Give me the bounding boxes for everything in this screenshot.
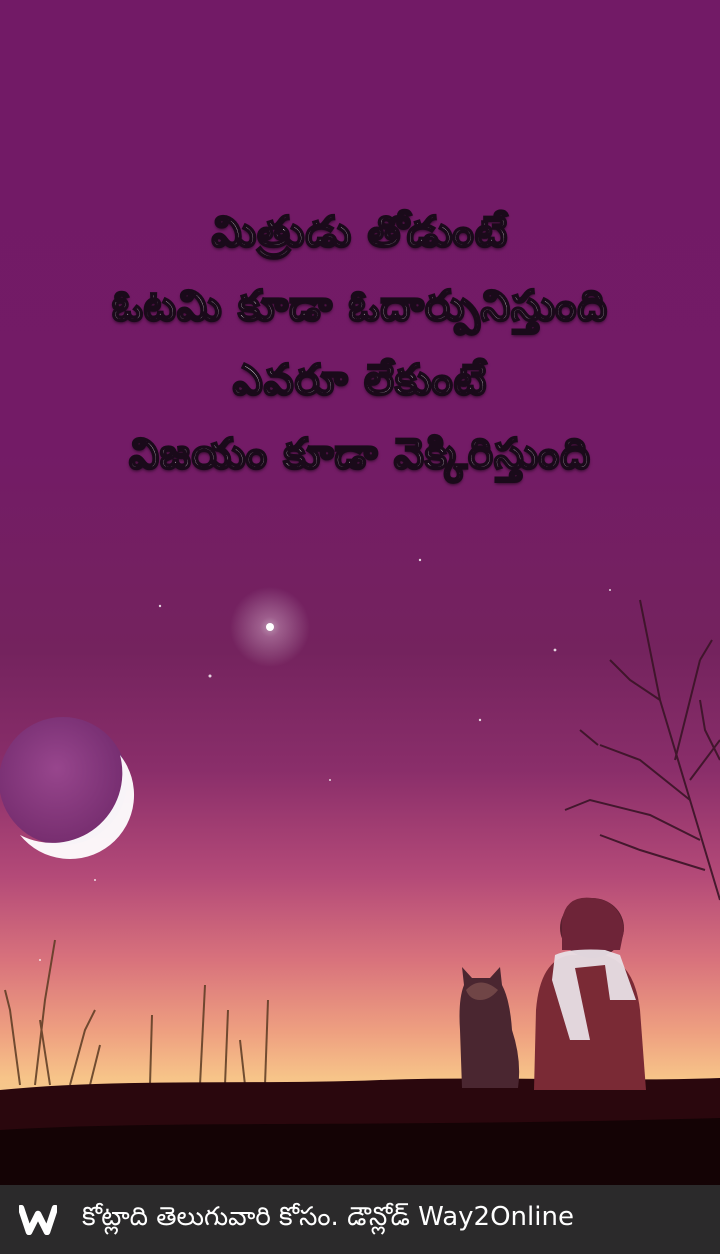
bright-star-core (266, 623, 274, 631)
quote-line-3: ఎవరూ లేకుంటే (232, 355, 488, 404)
ground-foreground (0, 1118, 720, 1185)
promo-text[interactable]: కోట్లాది తెలుగువారి కోసం. డౌన్లోడ్ Way2Online (82, 1201, 574, 1232)
dog-silhouette (460, 967, 520, 1088)
small-stars (39, 559, 611, 961)
crescent-moon (0, 717, 134, 859)
girl-silhouette (534, 898, 646, 1090)
quote-line-1: మిత్రుడు తోడుంటే (211, 207, 509, 256)
quote-line-2: ఓటమి కూడా ఓదార్పునిస్తుంది (111, 281, 609, 330)
way2online-w-logo-icon[interactable] (18, 1200, 58, 1240)
quote-text-block (0, 195, 720, 491)
quote-line-4: విజయం కూడా వెక్కిరిస్తుంది (129, 429, 591, 478)
promo-footer-bar[interactable] (0, 1185, 720, 1254)
tall-grass (5, 940, 268, 1085)
bare-tree (565, 600, 720, 900)
